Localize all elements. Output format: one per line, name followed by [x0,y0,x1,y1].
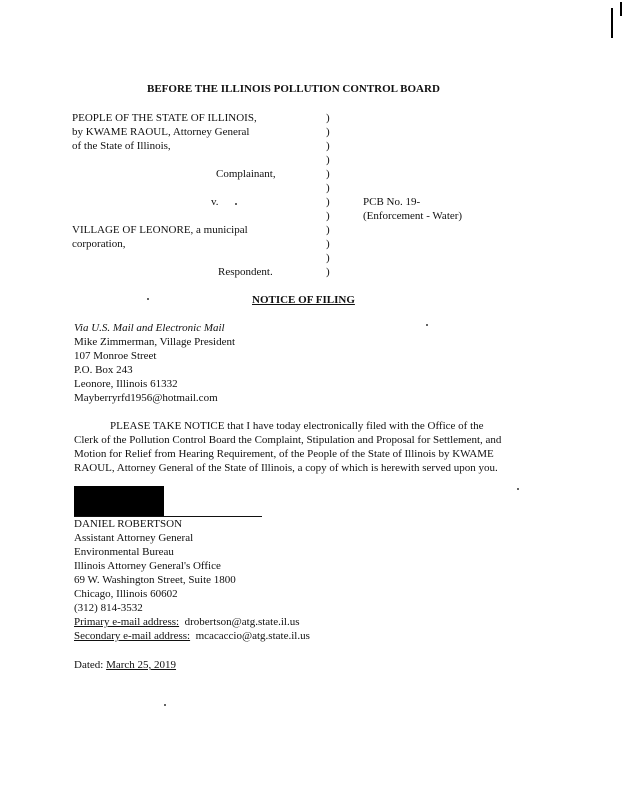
court-heading: BEFORE THE ILLINOIS POLLUTION CONTROL BOARD [147,83,440,95]
secondary-email-row [74,629,310,643]
service-address-line: Leonore, Illinois 61332 [74,378,178,390]
caption-paren: ) [326,126,330,138]
signer-title-line: Illinois Attorney General's Office [74,560,221,572]
body-line: PLEASE TAKE NOTICE that I have today electronically filed with the Office of the [110,420,484,432]
caption-paren: ) [326,112,330,124]
caption-paren: ) [326,224,330,236]
redacted-signature [74,486,164,516]
body-line: RAOUL, Attorney General of the State of Illinois, a copy of which is herewith served upon you. [74,462,498,474]
scan-speck [426,324,428,326]
case-number: PCB No. 19- [363,196,421,208]
scan-speck [517,488,519,490]
signer-title-line: Environmental Bureau [74,546,174,558]
service-address-line: P.O. Box 243 [74,364,133,376]
scan-speck [147,298,149,300]
scan-edge-mark [620,2,622,16]
caption-paren: ) [326,238,330,250]
dated-row [74,658,176,672]
signer-title-line: Chicago, Illinois 60602 [74,588,178,600]
caption-paren: ) [326,252,330,264]
signer-title-line: 69 W. Washington Street, Suite 1800 [74,574,236,586]
plaintiff-line: of the State of Illinois, [72,140,171,152]
service-method: Via U.S. Mail and Electronic Mail [74,322,225,334]
plaintiff-line: by KWAME RAOUL, Attorney General [72,126,250,138]
body-line: Motion for Relief from Hearing Requirement, of the People of the State of Illinois by KWAME [74,448,494,460]
primary-email: drobertson@atg.state.il.us [184,616,300,628]
secondary-email: mcacaccio@atg.state.il.us [195,630,310,642]
signer-phone: (312) 814-3532 [74,602,143,614]
complainant-label: Complainant, [216,168,276,180]
service-address-line: 107 Monroe Street [74,350,157,362]
caption-paren: ) [326,210,330,222]
defendant-block [72,223,248,251]
notice-body [74,419,501,475]
service-address-line: Mike Zimmerman, Village President [74,336,236,348]
body-line: Clerk of the Pollution Control Board the Complaint, Stipulation and Proposal for Settlement, and [74,434,502,446]
service-block [74,321,235,405]
caption-paren: ) [326,168,330,180]
dated-value: March 25, 2019 [106,659,177,671]
caption-paren: ) [326,266,330,278]
scan-speck [164,704,166,706]
case-type: (Enforcement - Water) [363,210,463,222]
signer-name: DANIEL ROBERTSON [74,518,183,530]
primary-email-row [74,615,310,629]
secondary-email-label: Secondary e-mail address: [74,630,191,642]
caption-paren: ) [326,140,330,152]
defendant-line: corporation, [72,238,126,250]
service-email: Mayberryrfd1956@hotmail.com [74,392,218,404]
caption-paren: ) [326,154,330,166]
caption-parentheses [326,111,334,279]
defendant-line: VILLAGE OF LEONORE, a municipal [72,224,248,236]
dated-label: Dated: [74,659,104,671]
versus-label: v. [211,196,219,208]
caption-paren: ) [326,196,330,208]
signer-title-line: Assistant Attorney General [74,532,194,544]
notice-title: NOTICE OF FILING [252,294,355,306]
plaintiff-line: PEOPLE OF THE STATE OF ILLINOIS, [72,112,257,124]
scan-speck [235,203,237,205]
scan-edge-mark [611,8,613,38]
caption-paren: ) [326,182,330,194]
primary-email-label: Primary e-mail address: [74,616,180,628]
respondent-label: Respondent. [218,266,273,278]
signature-block [74,517,310,643]
plaintiff-block [72,111,257,153]
